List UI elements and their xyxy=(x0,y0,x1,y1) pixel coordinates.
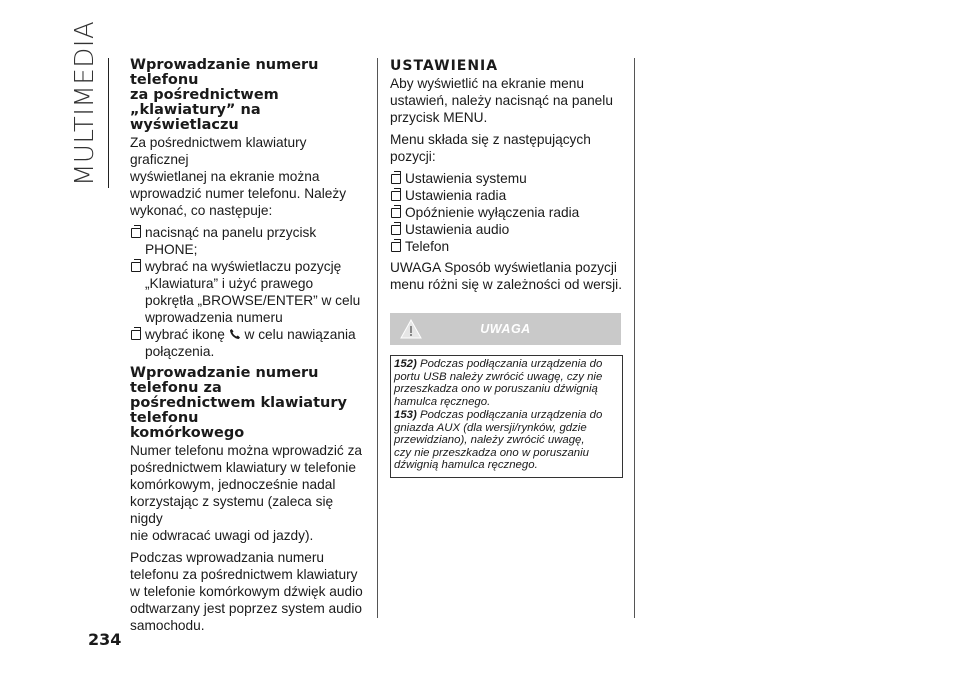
bullet-icon xyxy=(131,262,141,272)
bullet-icon xyxy=(391,174,401,184)
bullet-icon xyxy=(391,208,401,218)
warning-label: UWAGA xyxy=(480,322,531,336)
list-item: Telefon xyxy=(390,238,625,255)
bullet-icon xyxy=(131,228,141,238)
page-number: 234 xyxy=(88,630,122,649)
paragraph-mobile-1: Numer telefonu można wprowadzić za pośrednictwem klawiatury w telefonie komórkowym, jednocześnie nadal korzystając z systemu (zaleca się nigdy nie odwracać uwagi od jazdy). xyxy=(130,443,363,543)
heading-keyboard-display: Wprowadzanie numeru telefonu za pośrednictwem „klawiatury” na wyświetlaczu xyxy=(130,57,319,133)
paragraph-menu-items: Menu składa się z następujących pozycji: xyxy=(390,132,591,164)
heading-mobile-keyboard: Wprowadzanie numeru telefonu za pośrednictwem klawiatury telefonu komórkowego xyxy=(130,365,347,441)
list-item: wybrać ikonę w celu nawiązania połączenia. xyxy=(130,326,365,360)
warning-box xyxy=(390,355,623,478)
bullet-icon xyxy=(391,191,401,201)
list-item: wybrać na wyświetlaczu pozycję „Klawiatura” i użyć prawego pokrętła „BROWSE/ENTER” w celu wprowadzenia numeru xyxy=(130,258,365,326)
list-item: Ustawienia systemu xyxy=(390,170,625,187)
steps-list xyxy=(130,224,365,360)
note-152: 152) Podczas podłączania urządzenia do portu USB należy zwrócić uwagę, czy nie przeszkadza ono w poruszaniu dźwignią hamulca ręcznego. xyxy=(394,358,603,408)
phone-icon xyxy=(229,328,241,340)
side-rule xyxy=(108,58,109,188)
column-divider-2 xyxy=(634,58,635,618)
list-item: Opóźnienie wyłączenia radia xyxy=(390,204,625,221)
settings-menu-list xyxy=(390,170,625,255)
bullet-icon xyxy=(391,242,401,252)
list-item: Ustawienia radia xyxy=(390,187,625,204)
column-right xyxy=(390,58,625,478)
bullet-icon xyxy=(391,225,401,235)
warning-header xyxy=(390,313,621,345)
list-item: Ustawienia audio xyxy=(390,221,625,238)
list-item: nacisnąć na panelu przycisk PHONE; xyxy=(130,224,365,258)
paragraph-keyboard-intro: Za pośrednictwem klawiatury graficznej wyświetlanej na ekranie można wprowadzić numer telefonu. Należy wykonać, co następuje: xyxy=(130,135,347,218)
column-left xyxy=(130,58,365,639)
note-153: 153) Podczas podłączania urządzenia do gniazda AUX (dla wersji/rynków, gdzie przewidziano), należy zwrócić uwagę, czy nie przeszkadza ono w poruszaniu dźwignią hamulca ręcznego. xyxy=(394,409,603,471)
paragraph-settings-intro: Aby wyświetlić na ekranie menu ustawień, należy nacisnąć na panelu przycisk MENU. xyxy=(390,76,613,125)
column-divider-1 xyxy=(377,58,378,618)
bullet-icon xyxy=(131,330,141,340)
heading-settings: USTAWIENIA xyxy=(390,58,499,74)
paragraph-note: UWAGA Sposób wyświetlania pozycji menu różni się w zależności od wersji. xyxy=(390,260,623,292)
paragraph-mobile-2: Podczas wprowadzania numeru telefonu za pośrednictwem klawiatury w telefonie komórkowym dźwięk audio odtwarzany jest poprzez system audio samochodu. xyxy=(130,550,363,633)
section-side-title: MULTIMEDIA xyxy=(70,20,100,186)
